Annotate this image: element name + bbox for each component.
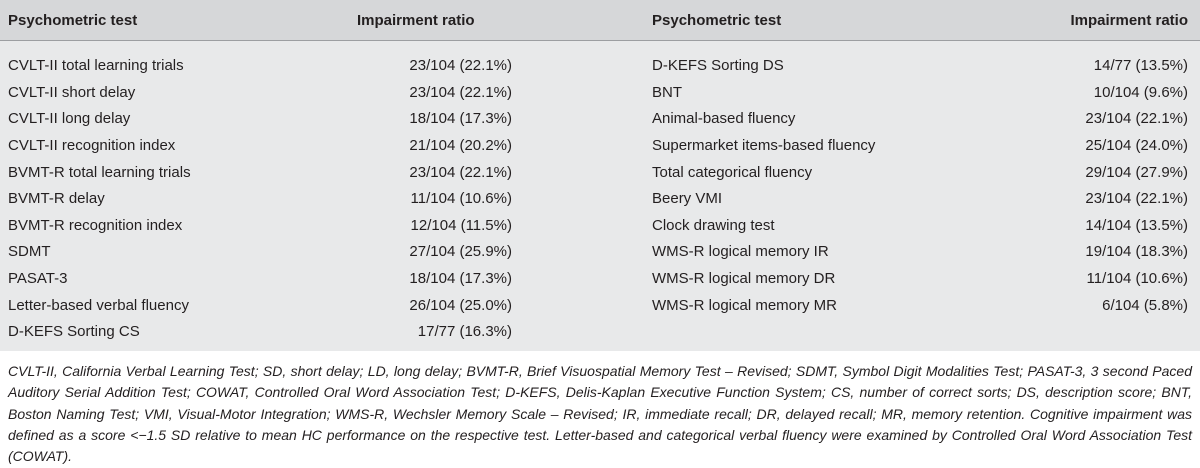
impairment-ratio: 14/104 (13.5%) — [1085, 216, 1188, 234]
impairment-ratio — [984, 318, 1200, 345]
table-row — [0, 106, 1200, 133]
test-name: WMS-R logical memory MR — [652, 296, 838, 314]
impairment-ratio: 10/104 (9.6%) — [1093, 83, 1188, 101]
impairment-ratio: 25/104 (24.0%) — [1085, 136, 1188, 154]
impairment-ratio: 6/104 (5.8%) — [1102, 296, 1188, 314]
column-header-ratio-right: Impairment ratio — [1070, 12, 1188, 29]
test-name: BVMT-R delay — [8, 190, 105, 208]
table-header-row — [0, 0, 1200, 40]
table-row — [0, 40, 1200, 79]
table-row — [0, 239, 1200, 266]
impairment-ratio: 26/104 (25.0%) — [409, 296, 512, 314]
table-row — [0, 132, 1200, 159]
impairment-ratio: 12/104 (11.5%) — [410, 216, 512, 234]
test-name: WMS-R logical memory DR — [652, 269, 836, 287]
test-name: Animal-based fluency — [652, 110, 796, 128]
impairment-ratio: 27/104 (25.9%) — [409, 243, 512, 261]
test-name: Clock drawing test — [652, 216, 775, 234]
impairment-ratio: 14/77 (13.5%) — [1093, 57, 1188, 74]
table-row — [0, 159, 1200, 186]
column-header-ratio-left: Impairment ratio — [357, 12, 475, 29]
table-row — [0, 318, 1200, 345]
impairment-ratio: 17/77 (16.3%) — [417, 323, 512, 341]
impairment-ratio: 19/104 (18.3%) — [1085, 243, 1188, 261]
impairment-ratio: 18/104 (17.3%) — [409, 269, 512, 287]
impairment-ratio: 11/104 (10.6%) — [410, 190, 512, 208]
table-row — [0, 185, 1200, 212]
test-name: D-KEFS Sorting DS — [652, 57, 784, 74]
test-name: CVLT-II short delay — [8, 83, 136, 101]
impairment-ratio: 18/104 (17.3%) — [409, 110, 512, 128]
impairment-ratio: 23/104 (22.1%) — [409, 163, 512, 181]
test-name: Beery VMI — [652, 190, 723, 208]
test-name: Letter-based verbal fluency — [8, 296, 189, 314]
impairment-ratio: 23/104 (22.1%) — [1085, 110, 1188, 128]
test-name: Supermarket items-based fluency — [652, 136, 876, 154]
test-name: PASAT-3 — [8, 269, 68, 287]
table-footnote: CVLT-II, California Verbal Learning Test; SD, short delay; LD, long delay; BVMT-R, Brief Visuospatial Memory Test – Revised; SDMT, Symbol Digit Modalities Test; PASAT-3, 3 second Paced Auditory Serial Addition Test; COWAT, Controlled Oral Word Association Test; D-KEFS, Delis-Kaplan Executive Function System; CS, number of correct sorts; DS, description score; BNT, Boston Naming Test; VMI, Visual-Motor Integration; WMS-R, Wechsler Memory Scale – Revised; IR, immediate recall; DR, delayed recall; MR, memory retention. Cognitive impairment was defined as a score <−1.5 SD relative to mean HC performance on the respective test. Letter-based and categorical verbal fluency were examined by Controlled Oral Word Association Test (COWAT). — [8, 363, 1192, 465]
table-row — [0, 265, 1200, 292]
table-row — [0, 79, 1200, 106]
table-row — [0, 212, 1200, 239]
impairment-ratio: 23/104 (22.1%) — [1085, 190, 1188, 208]
test-name: WMS-R logical memory IR — [652, 243, 829, 261]
impairment-ratio: 23/104 (22.1%) — [409, 83, 512, 101]
test-name: CVLT-II recognition index — [8, 136, 176, 154]
test-name: CVLT-II total learning trials — [8, 57, 184, 74]
column-header-test-right: Psychometric test — [652, 12, 782, 29]
test-name: CVLT-II long delay — [8, 110, 131, 128]
table-row — [0, 292, 1200, 319]
test-name: Total categorical fluency — [652, 163, 813, 181]
test-name: BVMT-R recognition index — [8, 216, 183, 234]
column-header-test-left: Psychometric test — [8, 12, 138, 29]
test-name: BNT — [652, 83, 682, 101]
test-name — [644, 318, 984, 345]
test-name: BVMT-R total learning trials — [8, 163, 191, 181]
impairment-ratio: 21/104 (20.2%) — [409, 136, 512, 154]
impairment-ratio: 23/104 (22.1%) — [409, 57, 512, 74]
impairment-ratio: 29/104 (27.9%) — [1085, 163, 1188, 181]
test-name: SDMT — [8, 243, 51, 261]
impairment-ratio: 11/104 (10.6%) — [1086, 269, 1188, 287]
test-name: D-KEFS Sorting CS — [8, 323, 140, 341]
